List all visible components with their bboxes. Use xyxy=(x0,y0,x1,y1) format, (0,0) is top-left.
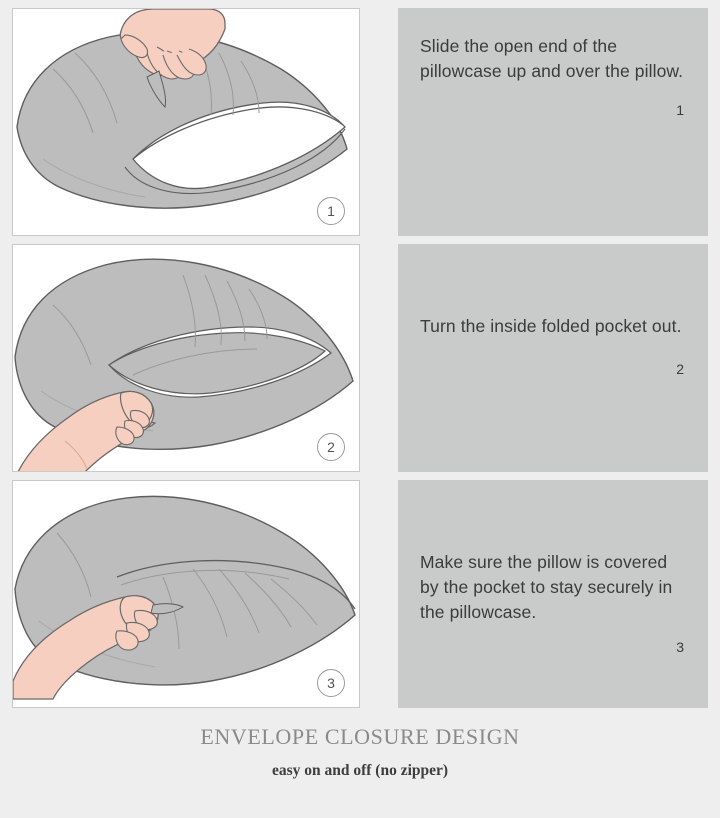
step-badge-3: 3 xyxy=(317,669,345,697)
illustration-panel-1 xyxy=(12,8,360,236)
footer-subtitle: easy on and off (no zipper) xyxy=(271,762,449,779)
illustration-column xyxy=(12,8,360,716)
footer-title: ENVELOPE CLOSURE DESIGN xyxy=(200,724,520,749)
instruction-text-2: Turn the inside folded pocket out. xyxy=(420,316,682,336)
instruction-column xyxy=(398,8,708,716)
hand-sliding-pillowcase-over-pillow-icon xyxy=(13,9,359,235)
step-badge-1: 1 xyxy=(317,197,345,225)
footer xyxy=(0,724,720,780)
instruction-block-2 xyxy=(398,244,708,472)
hand-pulling-inside-folded-pocket-out-icon xyxy=(13,245,359,471)
instruction-number-3: 3 xyxy=(676,638,684,655)
instruction-text-3: Make sure the pillow is covered by the pocket to stay securely in the pillowcase. xyxy=(420,552,673,622)
illustration-panel-2 xyxy=(12,244,360,472)
hand-smoothing-pocket-over-pillow-icon xyxy=(13,481,359,707)
illustration-panel-3 xyxy=(12,480,360,708)
step-badge-2: 2 xyxy=(317,433,345,461)
instruction-block-1 xyxy=(398,8,708,236)
instruction-text-1: Slide the open end of the pillowcase up and over the pillow. xyxy=(420,36,684,81)
instruction-block-3 xyxy=(398,480,708,708)
instruction-number-2: 2 xyxy=(676,360,684,377)
instruction-number-1: 1 xyxy=(676,101,684,118)
